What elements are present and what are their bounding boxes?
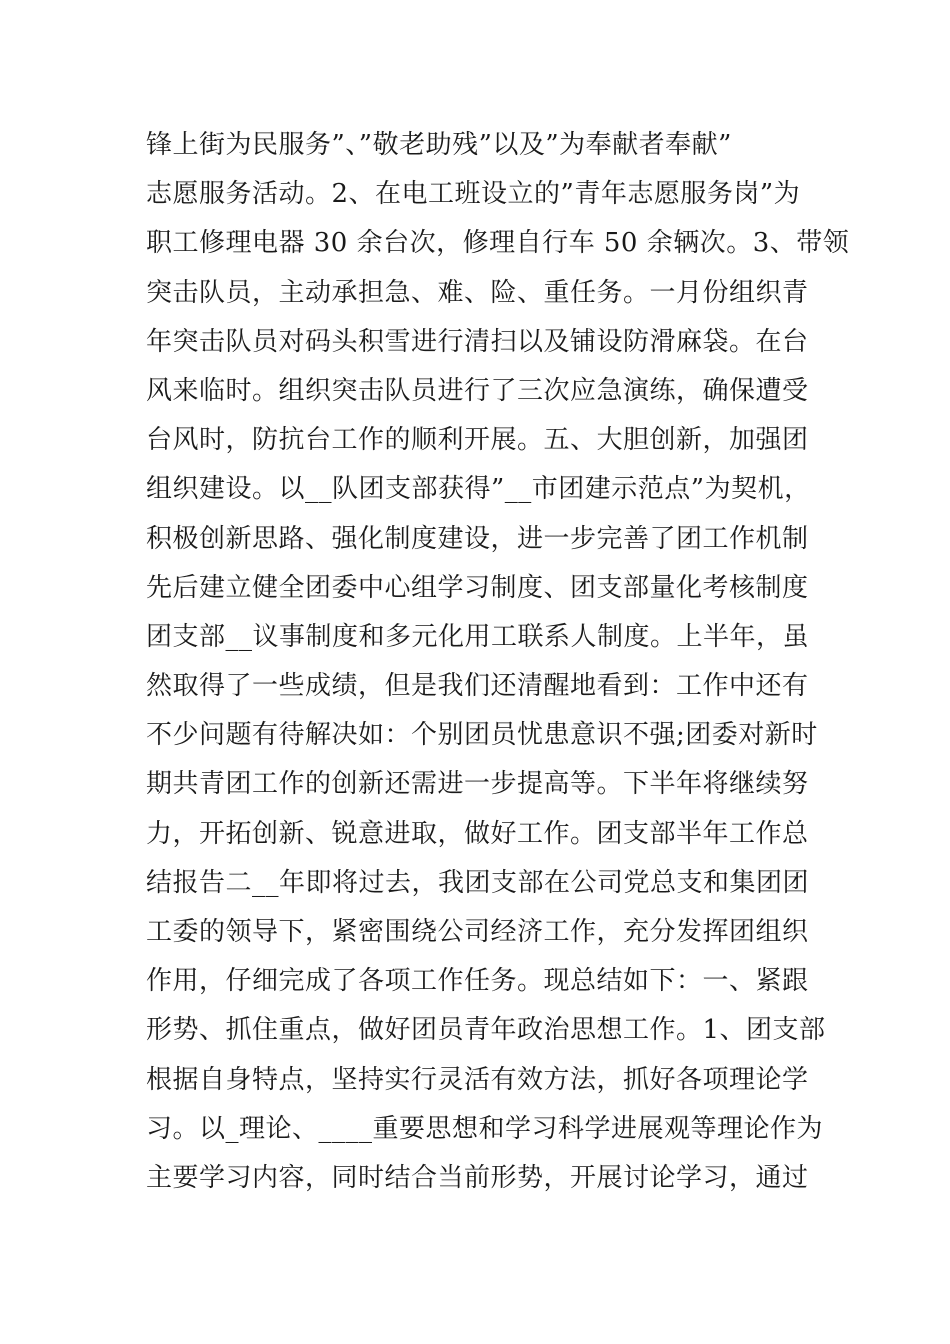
text-line: 风来临时。组织突击队员进行了三次应急演练，确保遭受 bbox=[146, 375, 809, 406]
text-line: 形势、抓住重点，做好团员青年政治思想工作。1、团支部 bbox=[146, 1015, 826, 1046]
text-line: 台风时，防抗台工作的顺利开展。五、大胆创新，加强团 bbox=[146, 425, 809, 456]
text-line: 不少问题有待解决如：个别团员忧患意识不强;团委对新时 bbox=[146, 720, 818, 751]
text-line: 然取得了一些成绩，但是我们还清醒地看到：工作中还有 bbox=[146, 671, 809, 702]
text-line: 期共青团工作的创新还需进一步提高等。下半年将继续努 bbox=[146, 769, 809, 800]
text-line: 职工修理电器 30 余台次，修理自行车 50 余辆次。3、带领 bbox=[146, 228, 850, 259]
text-line: 根据自身特点，坚持实行灵活有效方法，抓好各项理论学 bbox=[146, 1064, 809, 1095]
text-line: 主要学习内容，同时结合当前形势，开展讨论学习，通过 bbox=[146, 1162, 809, 1193]
text-line: 习。以_理论、____重要思想和学习科学进展观等理论作为 bbox=[146, 1113, 824, 1144]
body-text bbox=[146, 121, 850, 1203]
text-line: 积极创新思路、强化制度建设，进一步完善了团工作机制 bbox=[146, 523, 809, 554]
text-line: 工委的领导下，紧密围绕公司经济工作，充分发挥团组织 bbox=[146, 917, 809, 947]
text-line: 结报告二__年即将过去，我团支部在公司党总支和集团团 bbox=[146, 867, 810, 898]
text-line: 组织建设。以__队团支部获得”__市团建示范点”为契机， bbox=[146, 474, 811, 505]
text-line: 作用，仔细完成了各项工作任务。现总结如下：一、紧跟 bbox=[146, 966, 809, 997]
text-line: 团支部__议事制度和多元化用工联系人制度。上半年，虽 bbox=[146, 621, 810, 652]
text-line: 志愿服务活动。2、在电工班设立的”青年志愿服务岗”为 bbox=[146, 179, 801, 210]
text-line: 突击队员，主动承担急、难、险、重任务。一月份组织青 bbox=[146, 277, 809, 308]
text-line: 先后建立健全团委中心组学习制度、团支部量化考核制度 bbox=[146, 572, 809, 603]
text-line: 年突击队员对码头积雪进行清扫以及铺设防滑麻袋。在台 bbox=[146, 326, 809, 357]
text-line: 力，开拓创新、锐意进取，做好工作。团支部半年工作总 bbox=[146, 818, 809, 849]
text-line: 锋上街为民服务”、”敬老助残”以及”为奉献者奉献” bbox=[146, 130, 732, 160]
